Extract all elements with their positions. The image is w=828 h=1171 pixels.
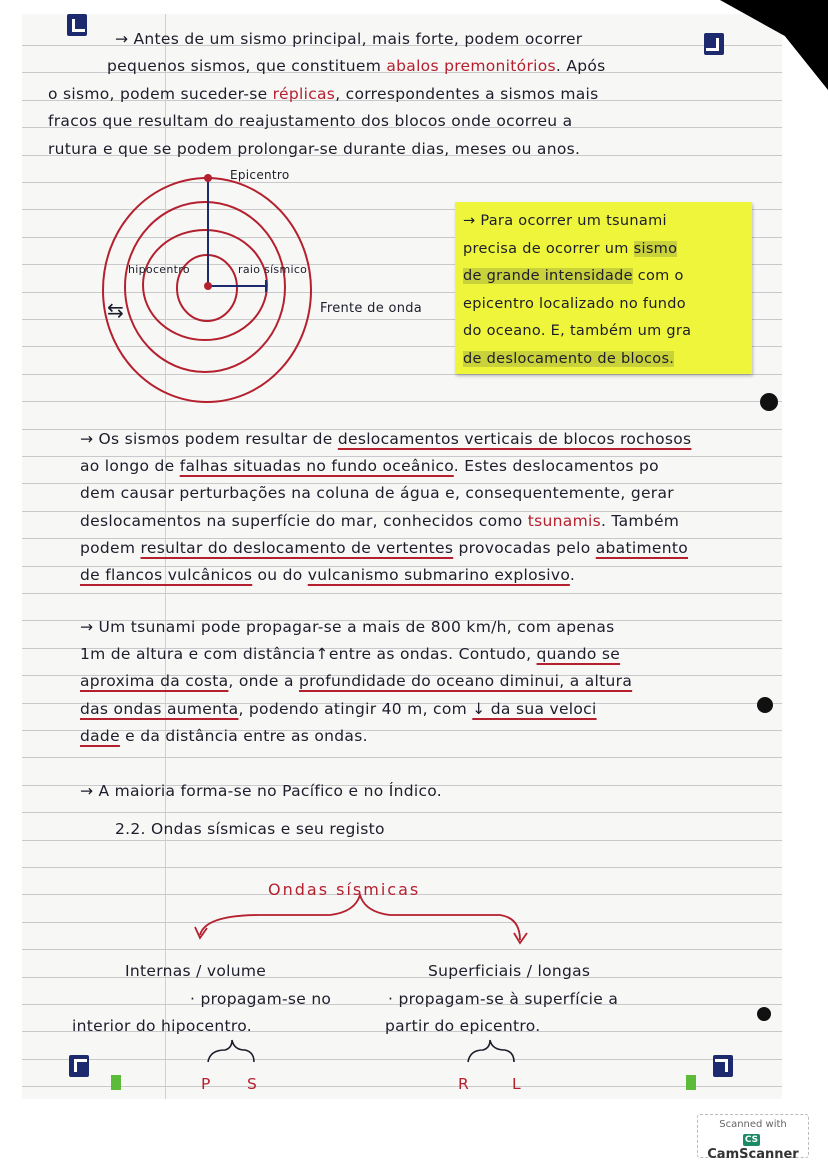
brace-p-s (208, 1040, 254, 1062)
text-segment: . (569, 566, 576, 584)
sticky-note-line (463, 318, 760, 346)
paragraph-2-line (80, 512, 679, 530)
text-segment: 2.2. Ondas sísmicas e seu registo (115, 820, 385, 838)
underlined-text: quando se (536, 645, 621, 664)
paragraph-2-line (80, 484, 674, 502)
seismic-radius-label: raio sísmico (238, 263, 308, 276)
wave-type-l: L (512, 1075, 521, 1093)
highlighted-text: sismo (633, 240, 678, 257)
paragraph-1-line (107, 57, 606, 75)
underlined-text: de flancos vulcânicos (80, 566, 253, 584)
text-segment: o sismo, podem suceder-se (48, 84, 273, 103)
text-segment: rutura e que se podem prolongar-se durante dias, meses ou anos. (48, 139, 581, 158)
underlined-text: falhas situadas no fundo oceânico (179, 457, 454, 476)
text-segment: , correspondentes a sismos mais (335, 84, 599, 103)
text-segment: podem (80, 538, 141, 557)
double-arrow-icon: ⇆ (107, 298, 125, 322)
paragraph-3-line (80, 618, 615, 636)
text-segment: epicentro localizado no fundo (463, 295, 686, 312)
underlined-text: profundidade do oceano diminui, a altura (299, 672, 633, 691)
paragraph-1-line (48, 140, 580, 158)
text-segment: → Antes de um sismo principal, mais forte, podem ocorrer (115, 30, 583, 48)
epicenter-point (204, 174, 212, 182)
wave-type-r: R (458, 1075, 470, 1093)
text-segment: deslocamentos na superfície do mar, conhecidos como (80, 511, 528, 530)
surface-waves-desc: · propagam-se à superfície a (388, 990, 619, 1008)
text-segment: dem causar perturbações na coluna de água e, consequentemente, gerar (80, 484, 674, 503)
hypocenter-point (204, 282, 212, 290)
internal-waves-desc: · propagam-se no (190, 990, 332, 1008)
surface-waves-desc-2: partir do epicentro. (385, 1017, 541, 1035)
paragraph-3-line (80, 645, 620, 663)
wave-type-p: P (201, 1075, 211, 1093)
watermark-line-2: CamScanner (707, 1147, 799, 1162)
underlined-text: abatimento (595, 538, 688, 557)
text-segment: → Para ocorrer um tsunami (463, 213, 667, 229)
paragraph-2-line (80, 430, 691, 448)
text-segment: → Um tsunami pode propagar-se a mais de 800 km/h, com apenas (80, 618, 615, 636)
text-segment: precisa de ocorrer um (463, 240, 634, 257)
internal-waves-title: Internas / volume (125, 962, 267, 980)
text-segment: do oceano. E, também um gra (463, 323, 692, 339)
concept-brace-main (200, 895, 520, 940)
sticky-note-line (463, 208, 760, 236)
paragraph-1-line (48, 85, 599, 103)
hypocenter-label: hipocentro (128, 263, 190, 276)
text-segment: ou do (252, 566, 308, 584)
wave-type-s: S (247, 1075, 258, 1093)
sticky-note-line (463, 346, 760, 374)
camscanner-logo-icon: CS (744, 1135, 759, 1145)
sticky-note-line (463, 291, 760, 319)
underlined-text: resultar do deslocamento de vertentes (140, 538, 454, 557)
wavefront-label: Frente de onda (320, 301, 423, 316)
text-segment: 1m de altura e com distância↑entre as ondas. Contudo, (80, 645, 537, 664)
highlighted-text: de grande intensidade (463, 268, 633, 284)
brace-r-l (468, 1040, 514, 1062)
internal-waves-desc-2: interior do hipocentro. (72, 1017, 252, 1035)
underlined-text: deslocamentos verticais de blocos rochosos (337, 430, 692, 448)
paragraph-3-line (80, 700, 597, 718)
paragraph-2-line (80, 539, 688, 557)
paragraph-3-line (80, 727, 368, 745)
text-segment: → A maioria forma-se no Pacífico e no Índico. (80, 782, 443, 800)
yellow-sticky-note (455, 202, 752, 374)
epicenter-label: Epicentro (230, 168, 290, 182)
underlined-text: vulcanismo submarino explosivo (307, 566, 570, 584)
sticky-note-line (463, 236, 760, 264)
text-segment: provocadas pelo (453, 538, 596, 557)
key-term: réplicas (272, 84, 336, 103)
key-term: abalos premonitórios (386, 57, 556, 76)
text-segment: → Os sismos podem resultar de (80, 430, 338, 448)
text-segment: . Após (555, 57, 606, 76)
underlined-text: dade (80, 726, 120, 745)
paragraph-2-line (80, 457, 659, 475)
concept-map-title: Ondas sísmicas (268, 880, 421, 899)
underlined-text: ↓ da sua veloci (472, 699, 597, 718)
text-segment: , podendo atingir 40 m, com (238, 699, 473, 718)
underlined-text: aproxima da costa (80, 672, 229, 691)
paragraph-4-line (80, 782, 442, 800)
text-segment: . Estes deslocamentos po (453, 457, 659, 476)
section-heading-line (115, 820, 385, 838)
paragraph-1-line (115, 30, 582, 48)
highlighted-text: de deslocamento de blocos. (463, 350, 675, 367)
text-segment: e da distância entre as ondas. (119, 726, 368, 745)
text-segment: ao longo de (80, 457, 180, 476)
paragraph-2-line (80, 566, 575, 584)
text-segment: . Também (600, 511, 680, 530)
paragraph-1-line (48, 112, 572, 130)
key-term: tsunamis (527, 511, 601, 530)
watermark-line-1: Scanned with (719, 1119, 787, 1130)
text-segment: , onde a (228, 672, 299, 691)
camscanner-watermark (697, 1114, 809, 1162)
surface-waves-title: Superficiais / longas (428, 962, 591, 980)
underlined-text: das ondas aumenta (80, 699, 239, 718)
text-segment: fracos que resultam do reajustamento dos blocos onde ocorreu a (48, 112, 573, 131)
paragraph-3-line (80, 672, 632, 690)
sticky-note-line (463, 263, 760, 291)
text-segment: com o (632, 268, 684, 284)
text-segment: pequenos sismos, que constituem (107, 57, 387, 76)
